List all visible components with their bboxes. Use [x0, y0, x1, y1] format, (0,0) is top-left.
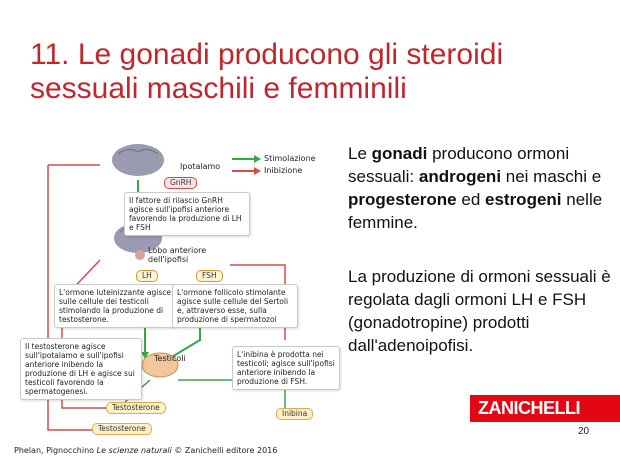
testes-label: Testicoli	[154, 354, 186, 363]
lh-pill: LH	[136, 270, 158, 282]
zanichelli-logo: ZANICHELLI	[470, 395, 620, 422]
p1-bold-gonadi: gonadi	[371, 144, 428, 163]
footer-book-title: Le scienze naturali	[96, 446, 172, 455]
testosterone-pill-1: Testosterone	[106, 402, 166, 414]
testosterone-info-box: Il testosterone agisce sull'ipotalamo e sull'ipofisi anteriore inibendo la produzione di LH e agisce sui testicoli favorendo la spermatogenesi.	[20, 338, 142, 400]
p1-text-2: producono ormoni sessuali:	[348, 144, 570, 186]
footer-authors: Phelan, Pignocchino	[14, 446, 97, 455]
footer-credit	[14, 446, 277, 455]
gnrh-pill: GnRH	[164, 177, 197, 189]
inhibin-pill: Inibina	[276, 408, 313, 420]
footer-publisher: © Zanichelli editore 2016	[171, 446, 278, 455]
lh-info-box: L'ormone luteinizzante agisce sulle cellule dei testicoli stimolando la produzione di testosterone.	[54, 284, 176, 328]
page-number: 20	[578, 426, 590, 437]
p1-bold-androgeni: androgeni	[418, 167, 502, 186]
slide-title-line-2: sessuali maschili e femminili	[30, 72, 407, 105]
body-paragraph-2: La produzione di ormoni sessuali è regolata dagli ormoni LH e FSH (gonadotropine) prodotti dall'adenoipofisi.	[348, 267, 611, 355]
p1-bold-progesterone: progesterone	[348, 190, 457, 209]
p1-text-1: Le	[348, 144, 372, 163]
pituitary-gland-icon	[135, 250, 145, 260]
brain-icon	[112, 144, 164, 176]
pituitary-label: Lobo anteriore dell'ipofisi	[148, 246, 207, 264]
p1-text-3: nei maschi e	[501, 167, 602, 186]
testosterone-pill-2: Testosterone	[92, 423, 152, 435]
body-paragraph-1	[348, 142, 613, 234]
hypothalamus-label: Ipotalamo	[180, 162, 221, 171]
legend-stimulation: Stimolazione	[264, 154, 316, 163]
hormone-regulation-diagram	[20, 140, 340, 440]
p1-text-4: ed	[456, 190, 485, 209]
p1-bold-estrogeni: estrogeni	[485, 190, 562, 209]
legend-inhibition: Inibizione	[264, 166, 303, 175]
inhibin-info-box: L'inibina è prodotta nei testicoli; agisce sull'ipofisi anteriore inibendo la produzione di FSH.	[232, 346, 340, 390]
slide-title-line-1: 11. Le gonadi producono gli steroidi	[30, 38, 504, 71]
fsh-pill: FSH	[196, 270, 223, 282]
fsh-info-box: L'ormone follicolo stimolante agisce sulle cellule del Sertoli e, attraverso esse, sulla produzione di spermatozoi	[172, 284, 298, 328]
gnrh-info-box: Il fattore di rilascio GnRH agisce sull'ipofisi anteriore favorendo la produzione di LH e FSH	[124, 192, 250, 236]
slide-title	[30, 38, 600, 106]
p1-text-5: nelle femmine.	[348, 190, 603, 232]
